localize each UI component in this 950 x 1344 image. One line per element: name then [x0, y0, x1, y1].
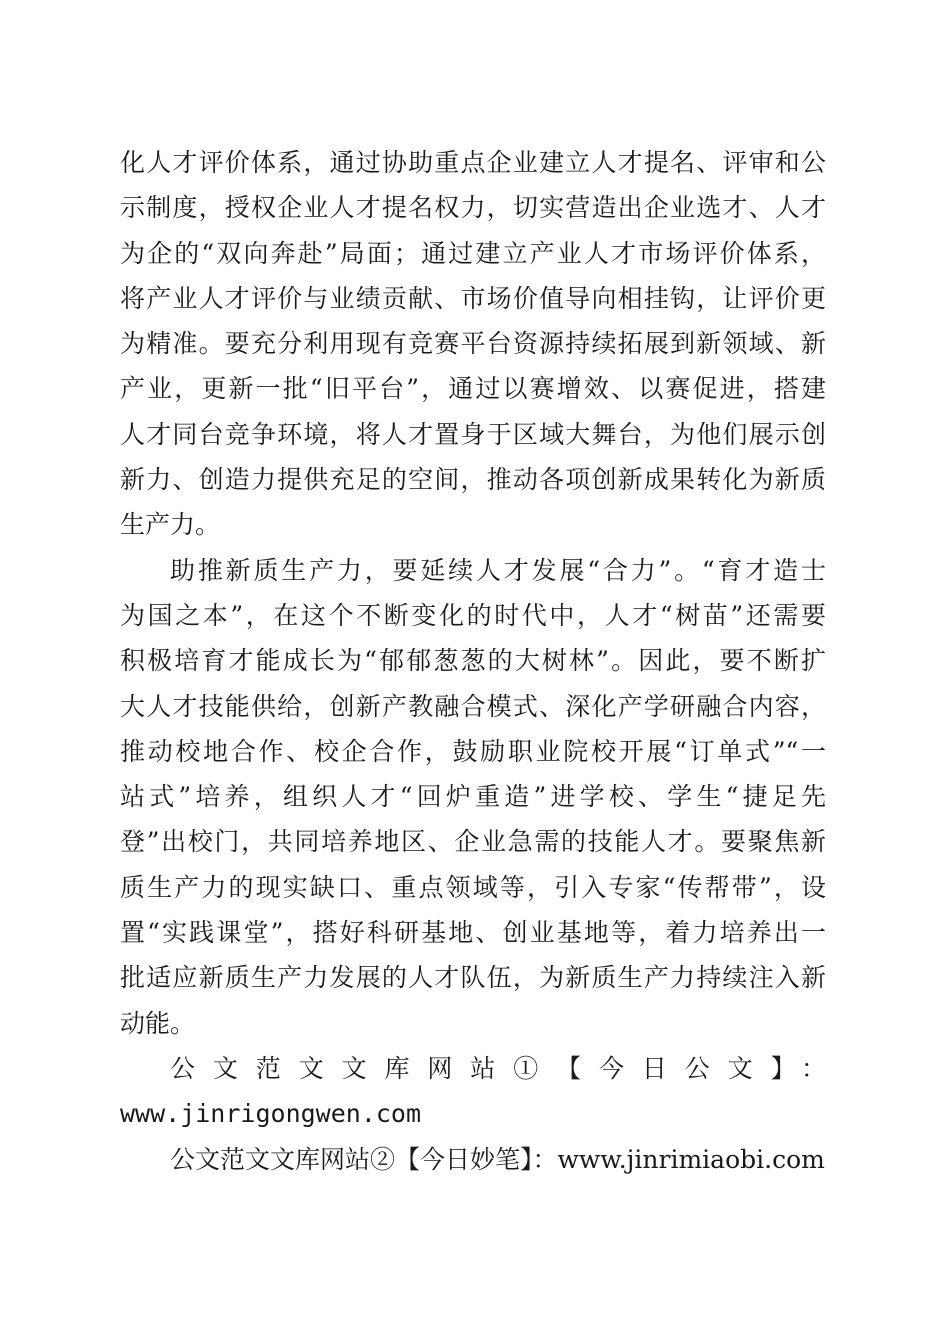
- paragraph-line: 质生产力的现实缺口、重点领域等，引入专家“传帮带”，设: [120, 872, 826, 902]
- footer-sites: [120, 1046, 826, 1182]
- site-1-label: 公文范文文库网站①【今日公文】：: [170, 1053, 826, 1083]
- paragraph-line: 人才同台竞争环境，将人才置身于区域大舞台，为他们展示创: [120, 419, 826, 449]
- paragraph-line: 助推新质生产力，要延续人才发展“合力”。“育才造士: [170, 555, 826, 585]
- paragraph-line: 置“实践课堂”，搭好科研基地、创业基地等，着力培养出一: [120, 918, 826, 948]
- paragraph-line: 生产力。: [120, 510, 221, 540]
- paragraph-1: [120, 140, 826, 548]
- paragraph-line: 动能。: [120, 1008, 196, 1038]
- paragraph-line: 大人才技能供给，创新产教融合模式、深化产学研融合内容，: [120, 691, 826, 721]
- paragraph-line: 为企的“双向奔赴”局面；通过建立产业人才市场评价体系，: [120, 238, 826, 268]
- paragraph-line: 产业，更新一批“旧平台”，通过以赛增效、以赛促进，搭建: [120, 374, 826, 404]
- paragraph-line: 将产业人才评价与业绩贡献、市场价值导向相挂钩，让评价更: [120, 283, 826, 313]
- paragraph-line: 批适应新质生产力发展的人才队伍，为新质生产力持续注入新: [120, 963, 826, 993]
- paragraph-line: 积极培育才能成长为“郁郁葱葱的大树林”。因此，要不断扩: [120, 646, 826, 676]
- paragraph-line: 站式”培养，组织人才“回炉重造”进学校、学生“捷足先: [120, 782, 827, 812]
- site-2-line[interactable]: 公文范文文库网站②【今日妙笔】：www.jinrimiaobi.com: [170, 1144, 825, 1174]
- paragraph-line: 推动校地合作、校企合作，鼓励职业院校开展“订单式”“一: [120, 736, 826, 766]
- paragraph-line: 示制度，授权企业人才提名权力，切实营造出企业选才、人才: [120, 193, 826, 223]
- paragraph-line: 化人才评价体系，通过协助重点企业建立人才提名、评审和公: [120, 148, 826, 177]
- paragraph-line: 登”出校门，共同培养地区、企业急需的技能人才。要聚焦新: [120, 827, 826, 857]
- paragraph-line: 为精准。要充分利用现有竞赛平台资源持续拓展到新领域、新: [120, 329, 826, 359]
- paragraph-line: 新力、创造力提供充足的空间，推动各项创新成果转化为新质: [120, 465, 826, 495]
- site-1-url[interactable]: www.jinrigongwen.com: [120, 1099, 422, 1129]
- paragraph-2: [120, 548, 826, 1046]
- document-body: [120, 140, 826, 1182]
- paragraph-line: 为国之本”，在这个不断变化的时代中，人才“树苗”还需要: [120, 600, 826, 630]
